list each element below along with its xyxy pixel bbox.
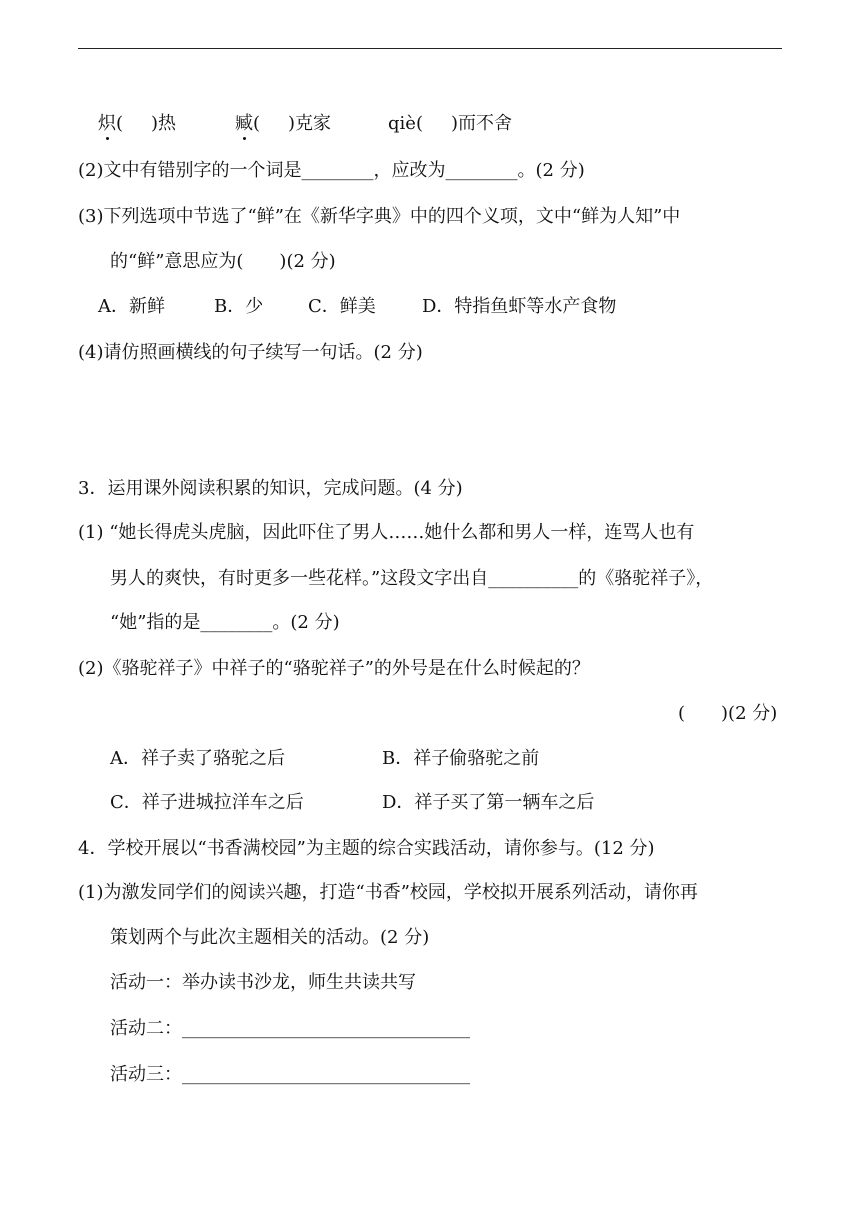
activity-3[interactable]: 活动三：________________________________ <box>110 1064 470 1085</box>
pinyin-row: 炽( )热 <box>98 113 177 134</box>
question-part-2: (2)文中有错别字的一个词是________，应改为________。(2 分) <box>78 160 585 181</box>
header-rule <box>78 48 782 49</box>
question-part-3-cont: 的“鲜”意思应为( )(2 分) <box>110 251 336 272</box>
question-part-4: (4)请仿照画横线的句子续写一句话。(2 分) <box>78 342 423 363</box>
option-b: B．祥子偷骆驼之前 <box>382 748 540 769</box>
activity-1: 活动一：举办读书沙龙，师生共读共写 <box>110 972 416 993</box>
q3-part-1-cont: “她”指的是________。(2 分) <box>110 612 340 633</box>
question-part-3: (3)下列选项中节选了“鲜”在《新华字典》中的四个义项，文中“鲜为人知”中 <box>78 206 681 227</box>
option-d: D．祥子买了第一辆车之后 <box>382 792 595 813</box>
option-c: C．祥子进城拉洋车之后 <box>110 792 304 813</box>
option-a: A．新鲜 <box>98 296 165 317</box>
q3-part-2: (2)《骆驼祥子》中祥子的“骆驼祥子”的外号是在什么时候起的？ <box>78 658 590 679</box>
pinyin-row: 臧( )克家 <box>235 113 332 134</box>
q3-part-1-cont: 男人的爽快，有时更多一些花样。”这段文字出自__________的《骆驼祥子》， <box>110 568 714 589</box>
question-3-heading: 3．运用课外阅读积累的知识，完成问题。(4 分) <box>78 478 463 499</box>
q4-part-1: (1)为激发同学们的阅读兴趣，打造“书香”校园，学校拟开展系列活动，请你再 <box>78 882 698 903</box>
answer-bracket[interactable]: ( )(2 分) <box>678 703 778 724</box>
dotted-char: 臧 <box>235 113 253 134</box>
question-4-heading: 4．学校开展以“书香满校园”为主题的综合实践活动，请你参与。(12 分) <box>78 838 655 859</box>
q4-part-1-cont: 策划两个与此次主题相关的活动。(2 分) <box>110 927 430 948</box>
activity-2[interactable]: 活动二：________________________________ <box>110 1018 470 1039</box>
option-a: A．祥子卖了骆驼之后 <box>110 748 285 769</box>
option-b: B．少 <box>214 296 264 317</box>
option-c: C．鲜美 <box>308 296 376 317</box>
option-d: D．特指鱼虾等水产食物 <box>422 296 617 317</box>
dotted-char: 炽 <box>98 113 116 134</box>
q3-part-1: (1) “她长得虎头虎脑，因此吓住了男人……她什么都和男人一样，连骂人也有 <box>78 522 695 543</box>
pinyin-row: qiè( )而不舍 <box>388 113 512 134</box>
